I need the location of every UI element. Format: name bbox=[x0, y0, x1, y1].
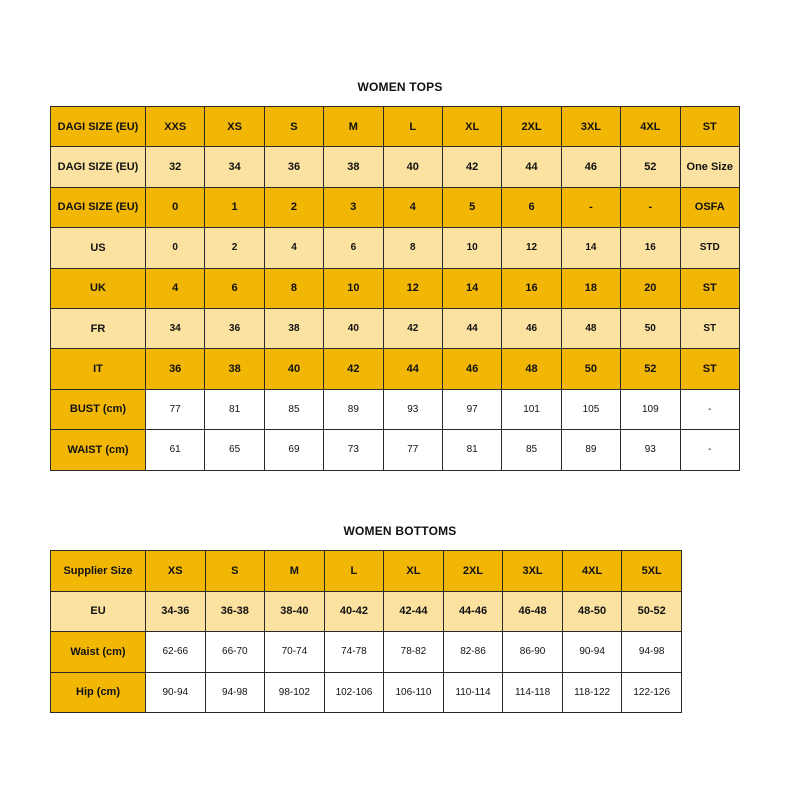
table-cell: 74-78 bbox=[324, 632, 384, 673]
table-cell: 36-38 bbox=[205, 591, 265, 632]
row-label: DAGI SIZE (EU) bbox=[51, 107, 146, 147]
table-cell: 90-94 bbox=[146, 672, 206, 713]
table-row bbox=[51, 228, 740, 268]
table-cell: 122-126 bbox=[622, 672, 682, 713]
table-cell: 44 bbox=[502, 147, 561, 187]
table-cell: 34-36 bbox=[146, 591, 206, 632]
row-label: Waist (cm) bbox=[51, 632, 146, 673]
table-cell: L bbox=[383, 107, 442, 147]
table-cell: 81 bbox=[205, 389, 264, 429]
table-cell: 81 bbox=[442, 430, 501, 470]
table-cell: 3XL bbox=[503, 551, 563, 592]
table-cell: 42 bbox=[383, 308, 442, 348]
table-cell: 38 bbox=[205, 349, 264, 389]
women-bottoms-size-table bbox=[50, 550, 682, 713]
table-cell: 2XL bbox=[443, 551, 503, 592]
table-row bbox=[51, 389, 740, 429]
table-cell: 4 bbox=[383, 187, 442, 227]
table-cell: 105 bbox=[561, 389, 620, 429]
table-cell: 10 bbox=[324, 268, 383, 308]
table-cell: 46 bbox=[442, 349, 501, 389]
table-cell: 6 bbox=[205, 268, 264, 308]
table-cell: 4XL bbox=[621, 107, 680, 147]
table-cell: 0 bbox=[146, 187, 205, 227]
table-cell: 90-94 bbox=[562, 632, 622, 673]
table-cell: 44 bbox=[442, 308, 501, 348]
table-cell: 77 bbox=[383, 430, 442, 470]
table-cell: 4XL bbox=[562, 551, 622, 592]
table-cell: 77 bbox=[146, 389, 205, 429]
table-cell: XS bbox=[146, 551, 206, 592]
table-cell: 94-98 bbox=[622, 632, 682, 673]
table-row bbox=[51, 349, 740, 389]
table-row bbox=[51, 308, 740, 348]
table-cell: 14 bbox=[442, 268, 501, 308]
table-cell: 46 bbox=[561, 147, 620, 187]
table-cell: 2XL bbox=[502, 107, 561, 147]
table-cell: 6 bbox=[502, 187, 561, 227]
table-cell: 110-114 bbox=[443, 672, 503, 713]
table-row bbox=[51, 591, 682, 632]
table-row bbox=[51, 430, 740, 470]
table-cell: 44-46 bbox=[443, 591, 503, 632]
table-cell: 44 bbox=[383, 349, 442, 389]
table-cell: 101 bbox=[502, 389, 561, 429]
table-cell: - bbox=[621, 187, 680, 227]
table-cell: 3XL bbox=[561, 107, 620, 147]
table-cell: 2 bbox=[205, 228, 264, 268]
table-cell: 98-102 bbox=[265, 672, 325, 713]
row-label: Hip (cm) bbox=[51, 672, 146, 713]
table-row bbox=[51, 632, 682, 673]
row-label: EU bbox=[51, 591, 146, 632]
women-tops-title: WOMEN TOPS bbox=[357, 80, 443, 94]
table-cell: 86-90 bbox=[503, 632, 563, 673]
table-cell: 16 bbox=[502, 268, 561, 308]
table-cell: - bbox=[680, 430, 739, 470]
row-label: Supplier Size bbox=[51, 551, 146, 592]
table-cell: - bbox=[680, 389, 739, 429]
table-cell: 12 bbox=[383, 268, 442, 308]
table-cell: 73 bbox=[324, 430, 383, 470]
table-cell: S bbox=[264, 107, 323, 147]
table-row bbox=[51, 268, 740, 308]
table-cell: 40 bbox=[383, 147, 442, 187]
table-cell: 38 bbox=[324, 147, 383, 187]
table-cell: 62-66 bbox=[146, 632, 206, 673]
table-cell: 48-50 bbox=[562, 591, 622, 632]
table-cell: STD bbox=[680, 228, 739, 268]
table-cell: ST bbox=[680, 349, 739, 389]
table-cell: 50-52 bbox=[622, 591, 682, 632]
table-cell: 46-48 bbox=[503, 591, 563, 632]
table-cell: XL bbox=[384, 551, 444, 592]
table-cell: 40 bbox=[264, 349, 323, 389]
table-cell: One Size bbox=[680, 147, 739, 187]
table-cell: 48 bbox=[502, 349, 561, 389]
table-cell: 20 bbox=[621, 268, 680, 308]
table-cell: 114-118 bbox=[503, 672, 563, 713]
table-cell: ST bbox=[680, 268, 739, 308]
table-cell: OSFA bbox=[680, 187, 739, 227]
table-row bbox=[51, 107, 740, 147]
table-cell: 52 bbox=[621, 147, 680, 187]
table-cell: M bbox=[265, 551, 325, 592]
table-cell: L bbox=[324, 551, 384, 592]
table-cell: 14 bbox=[561, 228, 620, 268]
table-cell: 38 bbox=[264, 308, 323, 348]
table-cell: 10 bbox=[442, 228, 501, 268]
row-label: US bbox=[51, 228, 146, 268]
row-label: FR bbox=[51, 308, 146, 348]
table-cell: 42-44 bbox=[384, 591, 444, 632]
table-cell: 106-110 bbox=[384, 672, 444, 713]
table-cell: 52 bbox=[621, 349, 680, 389]
table-cell: 34 bbox=[146, 308, 205, 348]
table-row bbox=[51, 187, 740, 227]
table-cell: 5XL bbox=[622, 551, 682, 592]
table-cell: 65 bbox=[205, 430, 264, 470]
table-cell: 70-74 bbox=[265, 632, 325, 673]
table-cell: XS bbox=[205, 107, 264, 147]
table-cell: 40 bbox=[324, 308, 383, 348]
table-cell: 102-106 bbox=[324, 672, 384, 713]
table-cell: 16 bbox=[621, 228, 680, 268]
table-cell: 89 bbox=[561, 430, 620, 470]
table-cell: S bbox=[205, 551, 265, 592]
table-row bbox=[51, 551, 682, 592]
table-cell: 6 bbox=[324, 228, 383, 268]
row-label: DAGI SIZE (EU) bbox=[51, 187, 146, 227]
table-cell: 46 bbox=[502, 308, 561, 348]
table-cell: 32 bbox=[146, 147, 205, 187]
row-label: UK bbox=[51, 268, 146, 308]
table-cell: 78-82 bbox=[384, 632, 444, 673]
table-cell: 82-86 bbox=[443, 632, 503, 673]
table-cell: 1 bbox=[205, 187, 264, 227]
table-cell: 48 bbox=[561, 308, 620, 348]
table-cell: 34 bbox=[205, 147, 264, 187]
table-cell: 109 bbox=[621, 389, 680, 429]
row-label: BUST (cm) bbox=[51, 389, 146, 429]
table-row bbox=[51, 672, 682, 713]
table-cell: 2 bbox=[264, 187, 323, 227]
table-cell: 8 bbox=[383, 228, 442, 268]
table-cell: 93 bbox=[621, 430, 680, 470]
table-row bbox=[51, 147, 740, 187]
table-cell: 42 bbox=[442, 147, 501, 187]
table-cell: 42 bbox=[324, 349, 383, 389]
table-cell: 66-70 bbox=[205, 632, 265, 673]
table-cell: - bbox=[561, 187, 620, 227]
table-cell: 36 bbox=[264, 147, 323, 187]
table-cell: 40-42 bbox=[324, 591, 384, 632]
women-tops-size-table bbox=[50, 106, 740, 471]
table-cell: 12 bbox=[502, 228, 561, 268]
table-cell: 85 bbox=[264, 389, 323, 429]
table-cell: 38-40 bbox=[265, 591, 325, 632]
table-cell: 118-122 bbox=[562, 672, 622, 713]
women-bottoms-title: WOMEN BOTTOMS bbox=[343, 524, 457, 538]
table-cell: 0 bbox=[146, 228, 205, 268]
table-cell: ST bbox=[680, 308, 739, 348]
table-cell: 94-98 bbox=[205, 672, 265, 713]
table-cell: 36 bbox=[205, 308, 264, 348]
table-cell: 4 bbox=[146, 268, 205, 308]
table-cell: 50 bbox=[621, 308, 680, 348]
table-cell: 50 bbox=[561, 349, 620, 389]
table-cell: 93 bbox=[383, 389, 442, 429]
row-label: DAGI SIZE (EU) bbox=[51, 147, 146, 187]
table-cell: 18 bbox=[561, 268, 620, 308]
table-cell: 36 bbox=[146, 349, 205, 389]
table-cell: XL bbox=[442, 107, 501, 147]
table-cell: 89 bbox=[324, 389, 383, 429]
row-label: IT bbox=[51, 349, 146, 389]
table-cell: 97 bbox=[442, 389, 501, 429]
row-label: WAIST (cm) bbox=[51, 430, 146, 470]
table-cell: 8 bbox=[264, 268, 323, 308]
table-cell: 3 bbox=[324, 187, 383, 227]
table-cell: XXS bbox=[146, 107, 205, 147]
table-cell: ST bbox=[680, 107, 739, 147]
table-cell: 85 bbox=[502, 430, 561, 470]
table-cell: 69 bbox=[264, 430, 323, 470]
table-cell: M bbox=[324, 107, 383, 147]
table-cell: 5 bbox=[442, 187, 501, 227]
table-cell: 4 bbox=[264, 228, 323, 268]
table-cell: 61 bbox=[146, 430, 205, 470]
